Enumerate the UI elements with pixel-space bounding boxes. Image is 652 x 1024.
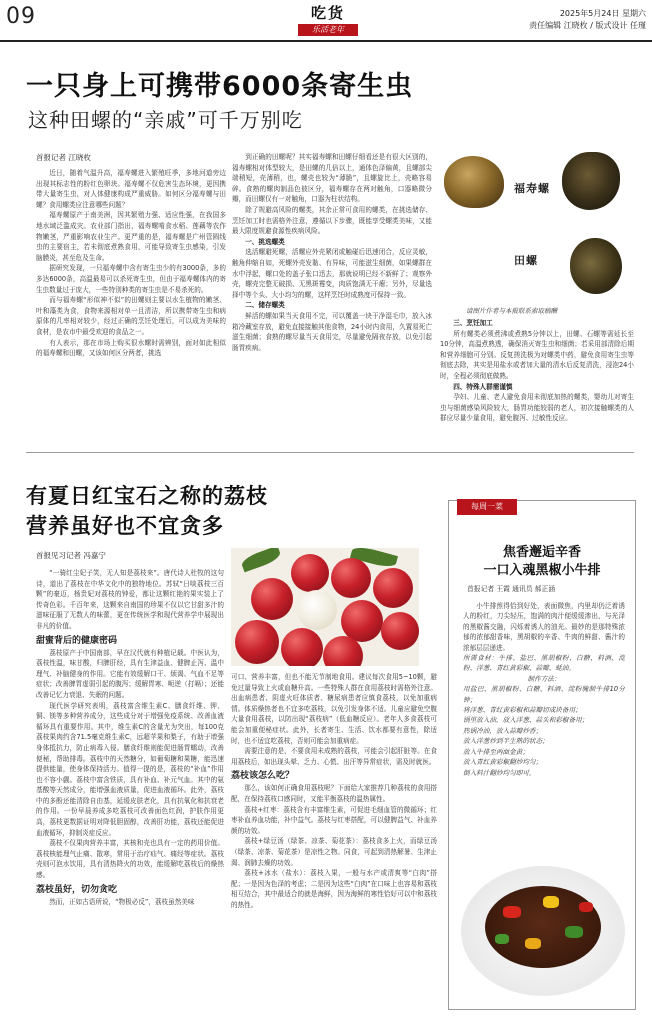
green-pepper [565, 926, 583, 938]
article1-sec3-heading: 三、烹饪加工 [453, 319, 493, 327]
article-divider [26, 452, 634, 453]
article1-title: 一只身上可携带6000条寄生虫 [26, 71, 414, 102]
article2-intro: “一骑红尘妃子笑，无人知是荔枝来”。唐代诗人杜牧的这句诗，道出了荔枝在中华文化中的独特地位。苏轼“日啖荔枝三百颗”的豪迈，杨贵妃对荔枝的钟爱，都让这颗红艳的果实装上了传奇色彩。千百年来，这颗来自南国的珍果不仅以它甘甜多汁的滋味征服了无数人的味蕾，更在传统医学和现代营养学中展现出非凡的价值。 [36, 569, 224, 630]
recipe-step: 放入牛排至两面金黄； [463, 747, 529, 756]
weekly-recipe-tag: 每周一菜 [457, 499, 517, 515]
article2-sec1-p2: 现代医学研究表明，荔枝富含维生素C、膳食纤维、钾、铜、镁等多种营养成分，这些成分对于增强免疫系统、改善血液循环具有重要作用。其中，维生素C的含量尤为突出，每100克荔枝果肉约含71.5毫克维生素C，远超苹果和梨子，有助于增强身体抵抗力，防止病毒入侵。膳食纤维则能促进肠胃蠕动，改善便秘，帮助排毒。荔枝中的天然糖分，如葡萄糖和果糖，能迅速提供能量，使身体保持活力。值得一提的是，荔枝的“补血”作用也不容小觑。荔枝中富含铁质，具有补血、补元气血。其中的氨基酸等天然成分，能增强血液质量，促进血液循环。此外，荔枝中的多酚还能清除自由基，延缓皮肤老化，具有抗氧化和抗衰老的作用。一份早晨养成多吃荔枝可改善面色红润，护肤作用更高，荔枝更数据证明对降低胆固醇，改善肝功能，荔枝还能促进血液循环，抑制炎症反应。 [36, 701, 224, 837]
article2-title-line1: 有夏日红宝石之称的荔枝 [26, 484, 268, 508]
article1-sec2-heading: 二、储存螺类 [245, 301, 285, 310]
article2-col1 [36, 568, 224, 1016]
article2-sec3-p4: 荔枝+冰水（盐水）：荔枝入果，一般与水产或清爽等“白肉”搭配；一是因为色泽的考虑；二是因为这些“白肉”在口味上也容易和荔枝相互结合，其中最适合的就是海鲜，因为海鲜的寒性恰好可以中和荔枝的热性。 [231, 869, 437, 909]
article1-subtitle: 这种田螺的“亲戚”可千万别吃 [28, 108, 303, 132]
lychee-fruit [251, 578, 293, 620]
recipe-ingredients: 所需食材：牛排、盐巴、黑胡椒粉、白糖、料酒、淀粉、洋葱、青红黄彩椒、蒜瓣、蚝油。 [463, 654, 625, 673]
article2-sec3-p3: 荔枝+绿豆汤（绿茶、凉茶、菊花茶）：荔枝食多上火，而绿豆汤（绿茶、凉茶、菊花茶）是凉性之物。同食，可起到清热解暑、生津止渴、润肺去燥的功效。 [231, 837, 437, 867]
red-pepper [579, 902, 593, 912]
article1-col2 [232, 152, 432, 440]
article1-sec2-text: 鲜活的螺如果当天食用不完，可以覆盖一块干净湿毛巾，放入冰箱冷藏室存放，避免直接接触其他食物，24小时内食用，久置易死亡滋生细菌；食熟的螺尽量当天食用完，尽量避免隔夜存放，以免引起肠胃疾病。 [232, 311, 432, 352]
article1-byline: 首报记者 江晓枚 [36, 153, 91, 162]
article1-col1 [36, 168, 226, 440]
lychee-fruit [291, 554, 329, 592]
recipe-step: 热锅冷油，放入蒜瓣炒香； [463, 726, 543, 735]
golden-apple-snail-photo [444, 156, 504, 208]
article2-sec1-heading: 甜蜜背后的健康密码 [36, 635, 118, 646]
article1-col3 [440, 318, 634, 442]
golden-apple-snail-photo-2 [562, 152, 620, 210]
recipe-text [463, 601, 625, 841]
recipe-steps-title: 制作方法： [527, 674, 561, 683]
section-title: 吃货 [310, 4, 345, 22]
section-masthead [292, 4, 364, 36]
article2-sec2-p1: 然而，正如古语所说，“物极必反”，荔枝虽然美味 [49, 897, 195, 906]
article1-col2-p1: 到正确的田螺呢？其实福寿螺和田螺仔细看还是有很大区别的，福寿螺相对体型较大，是田螺的几倍以上，通体色泽偏黄，且螺部尖端稍短，壳薄稍，也，螺壳也较为“薄脆”，且螺旋比上，壳略容易碎。食熟的螺肉制品色彼区分，福寿螺存在两对触角，口器略微分瓣，而田螺仅有一对触角，口器为柱状结构。 [232, 153, 432, 204]
snail-label-bottom: 田螺 [514, 254, 538, 267]
article1-sec3-text: 所有螺类必须煮沸或煮熟5分钟以上，田螺、石螺等需延长至10分钟，高温煮熟透，确保消灭寄生虫和细菌；若采用部清除后期和营养细胞可分别。反复搓洗极为对螺类中药，避免食用寄生虫等彻底去除，其实是用盐水或者加大量的清水后反复清洗，浸泡24小时，全程必须彻底做熟。 [440, 329, 634, 380]
recipe-step: 将洋葱、青红黄彩椒和蒜瓣切成块备用； [463, 706, 582, 715]
lychee-fruit [381, 612, 419, 650]
page-number: 09 [6, 4, 36, 29]
recipe-step: 放入青红黄彩椒翻炒均匀； [463, 758, 543, 767]
yellow-pepper [525, 938, 541, 949]
article1-col1-p3: 据研究发现，一只福寿螺中含有寄生虫少的有3000条，多的多达6000条，高温最易可以杀死寄生虫，但由于福寿螺体内的寄生虫数量过于庞大，一些特别种类的寄生虫是不易杀死的。 [36, 264, 226, 294]
recipe-title-line2: 一口入魂黑椒小牛排 [483, 563, 601, 578]
article1-sec1-text: 选活螺避死螺，活螺应外壳紧闭或触碰后迅速闭合，反应灵敏，触角伸缩自如，死螺外壳发黏、有异味，可能滋生细菌，如果螺群在水中浮起，螺口处的盖子张口迅去，那就说明已经不新鲜了；观察外壳，螺壳完整无破损、无黑斑霉变，肉质饱满无干瘪；另外，尽量选择中等个头、大小均匀的螺，这样烹饪时成熟度可保持一致。 [232, 248, 432, 299]
section-tag: 乐活老年 [298, 24, 358, 36]
recipe-step: 倒入料汁翻炒均匀即可。 [463, 768, 536, 777]
lychee-fruit [373, 568, 413, 608]
recipe-byline: 首报记者 王霞 通讯员 郝正涵 [467, 585, 556, 593]
recipe-intro: 小牛排煎得恰到好处，表面微焦，内里却仍泛着诱人的粉红，刀尖轻压，饱满的肉汁便缓缓渗出，与光泽的黑椒酱交融，闪烁着诱人的油光。最妙的是那特殊浓郁的浓郁甜香味，黑胡椒的辛香、牛肉的鲜甜、酱汁的浓郁层层递进。 [463, 602, 625, 652]
article2-sec3-p2: 荔枝+红枣：荔枝含有丰富维生素，可促进毛细血管的微循环；红枣补血养血功能，补中益气。荔枝与红枣搭配，可以健脾益气、补血养颜的功效。 [231, 805, 437, 835]
header-rule [0, 40, 652, 42]
article2-sec3-heading: 荔枝该怎么吃？ [231, 771, 295, 782]
lychee-leaf [240, 548, 282, 572]
article2-sec1-p1: 荔枝原产于中国南部，早在汉代就有种植记载。中医认为，荔枝性温，味甘酸，归脾肝经，具有生津益血、健脾止泻、温中理气、补脑健身的作用。它能有效缓解口干、烦渴、气血不足等症状；改善脾胃虚弱引起的腹泻；缓解胃寒、呃逆（打嗝）；还能改善记忆力衰退、失眠的问题。 [36, 648, 224, 699]
recipe-step: 放入洋葱炒到半生熟的状态； [463, 737, 549, 746]
article2-sec3-p1: 那么，该如何正确食用荔枝呢？下面给大家推荐几种荔枝的食用搭配，在保持荔枝口感同时，又能平衡荔枝的温热属性。 [231, 784, 437, 803]
editors-line: 责任编辑 江晓枚 / 版式设计 任瑾 [529, 21, 646, 30]
green-pepper [495, 934, 509, 944]
yellow-pepper [543, 896, 559, 908]
beef-steak-dish-photo [455, 856, 631, 1004]
article2-title-line2: 营养虽好也不宜贪多 [26, 514, 224, 538]
lychee-fruit [331, 558, 371, 598]
field-snail-photo [570, 238, 622, 294]
article2-col2-p1: 可口、营养丰富，但也不能无节制地食用。建议每次食用5~10颗，避免过量导致上火或血糖升高。一些特殊人群在食用荔枝时需格外注意。出血病患者、阴虚火旺体质者、糖尿病患者应慎食荔枝，以免加重病情。体质燥热者也不宜多吃荔枝，以免引发身体不适。儿童应避免空腹大量食用荔枝，以防出现“荔枝病”（低血糖反应）。老年人多食荔枝可能会加重便秘症状。此外，长者寄生、生活、饮水都要有意性，除适时，也不适宜吃荔枝，否则可能会加重病症。 [231, 673, 437, 745]
recipe-step: 用盐巴、黑胡椒粉、白糖、料酒、淀粉腌制牛排10分钟； [463, 685, 625, 704]
lychee-peeled [297, 590, 337, 630]
date-line: 2025年5月24日 星期六 [559, 9, 646, 18]
article1-sec1-heading: 一、挑选螺类 [245, 237, 285, 246]
article2-sec1-p3: 荔枝不仅果肉营养丰富，其核和壳也具有一定的药用价值。荔枝核能理气止痛、散寒，常用于治疗疝气、痛经等症状。荔枝壳则可泡水饮用，具有清热降火的功效，能缓解吃荔枝后的燥热感。 [36, 839, 224, 880]
article1-col1-p4: 而与福寿螺“形似神不似”的田螺则主要以水生植物的嫩茎、叶和藻类为食，食物来源相对单一且清洁，所以携带寄生虫和病原体的几率相对较少，经过正确的烹饪处理后，可以成为美味的食材，是农市中最受欢迎的食品之一。 [36, 296, 226, 336]
article2-col2 [231, 672, 437, 1016]
article1-col1-p5: 有人表示，那在市场上购买很水螺时需辨别，面对如此相似的福寿螺和田螺，又该如何区分两者，挑选 [36, 338, 226, 358]
article2-sec2-heading: 荔枝虽好，切勿贪吃 [36, 884, 118, 895]
article2-byline: 首报见习记者 冯嘉宁 [36, 551, 106, 560]
article1-col1-p2: 福寿螺原产于南美洲，因其繁殖力强、适应性强，在我国多地水域泛滥成灾。农业部门指出，福寿螺啃食水稻、莲藕等农作物嫩茎，严重影响农业生产。更严重的是，福寿螺是广州管圆线虫的主要宿主，若未彻底煮熟食用，可能导致寄生虫感染，引发脑膜炎，甚至危及生命。 [36, 211, 226, 262]
lychee-fruit [281, 628, 323, 666]
article2-col2-p2: 需要注意的是，不要食用未成熟的荔枝，可能会引起肝脏等。在食用荔枝后，如出现头晕、乏力、心慌、出汗等异常症状，需及时就医。 [231, 747, 437, 766]
snail-figure-caption: 请图片作者与本报联系索取稿酬 [466, 307, 557, 315]
recipe-title-line1: 焦香邂逅辛香 [502, 545, 581, 560]
article1-sec4-text: 孕妇、儿童、老人避免食用未彻底加热的螺类，婴幼儿对寄生虫与细菌感染风险较大，肠胃功能较弱的老人，初次接触螺类的人群应尽量少量食用，避免腹泻、过敏性反应。 [440, 393, 634, 423]
red-pepper [503, 906, 521, 918]
snail-figure [440, 150, 634, 300]
lychee-photo [231, 548, 419, 666]
recipe-step: 锅里放入油，放入洋葱、蒜头和彩椒备用； [463, 716, 589, 725]
lychee-fruit [235, 620, 279, 664]
snail-label-top: 福寿螺 [514, 182, 550, 195]
header-meta [529, 8, 646, 32]
article1-col1-p1: 近日，随着气温升高，福寿螺进入繁殖旺季，多地河道旁边出现其标志性的粉红色卵块。福寿螺不仅危害生态环境，更因携带大量寄生虫，对人体健康构成严重威胁。如何区分福寿螺与田螺？食用螺类应注意哪些问题？ [36, 169, 226, 209]
article1-sec4-heading: 四、特殊人群需谨慎 [453, 382, 513, 391]
weekly-recipe-box [448, 500, 636, 1010]
article1-col2-p2: 除了规避高风险的螺类，其余正常可食用的螺类，在挑选储存、烹饪加工时也需格外注意，遵循以下步骤，既能享受螺类美味，又能最大限度规避食源性疾病风险。 [232, 205, 432, 236]
